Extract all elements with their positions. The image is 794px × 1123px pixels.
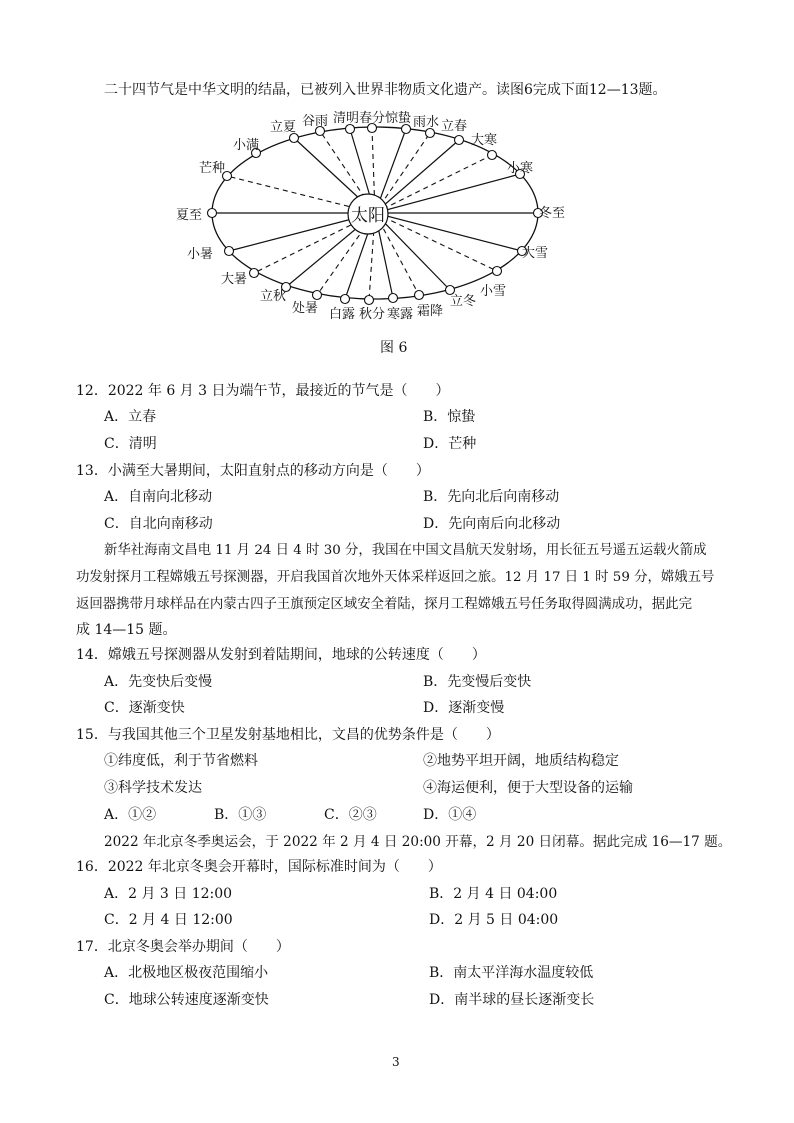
q13-option-c: C．自北向南移动 xyxy=(104,516,213,532)
q17-option-a: A．北极地区极夜范围缩小 xyxy=(104,965,269,981)
q15-stem: 15．与我国其他三个卫星发射基地相比，文昌的优势条件是（ ） xyxy=(76,727,500,743)
term-chushu: 处暑 xyxy=(292,301,319,316)
news-line-2: 功发射探月工程嫦娥五号探测器，开启我国首次地外天体采样返回之旅。12 月 17 日 1 时 59 分，嫦娥五号 xyxy=(76,570,715,585)
solar-terms-figure xyxy=(0,0,794,340)
term-chunfen: 春分 xyxy=(359,111,386,126)
term-xiaoman: 小满 xyxy=(233,138,260,153)
term-lichun: 立春 xyxy=(441,119,468,134)
term-dahan: 大寒 xyxy=(471,133,498,148)
q15-option-d: D．①④ xyxy=(423,807,477,823)
q14-option-b: B．先变慢后变快 xyxy=(423,674,532,690)
term-qiufen: 秋分 xyxy=(359,307,386,322)
q15-option-c: C．②③ xyxy=(324,807,377,823)
term-dashu: 大暑 xyxy=(221,272,248,287)
term-daxue: 大雪 xyxy=(522,246,549,261)
q14-stem: 14．嫦娥五号探测器从发射到着陆期间，地球的公转速度（ ） xyxy=(76,647,486,663)
q16-option-c: C．2 月 4 日 12:00 xyxy=(104,912,233,928)
figure-caption: 图 6 xyxy=(380,340,408,356)
term-xiaohan: 小寒 xyxy=(507,161,534,176)
term-dongzhi: 冬至 xyxy=(539,206,566,221)
term-bailu: 白露 xyxy=(329,307,356,322)
term-lidong: 立冬 xyxy=(450,294,477,309)
q13-stem: 13．小满至大暑期间，太阳直射点的移动方向是（ ） xyxy=(76,463,430,479)
term-xiaoxue: 小雪 xyxy=(480,284,507,299)
term-yushui: 雨水 xyxy=(413,115,440,130)
q14-option-a: A．先变快后变慢 xyxy=(104,674,213,690)
q12-option-b: B．惊蛰 xyxy=(423,409,476,425)
q12-option-a: A．立春 xyxy=(104,409,157,425)
term-xiaoshu: 小暑 xyxy=(187,247,214,262)
q12-stem: 12．2022 年 6 月 3 日为端午节，最接近的节气是（ ） xyxy=(76,383,450,399)
q15-option-b: B．①③ xyxy=(214,807,267,823)
q13-option-a: A．自南向北移动 xyxy=(104,489,213,505)
q15-option-a: A．①② xyxy=(104,807,157,823)
q15-statement-1: ①纬度低，利于节省燃料 xyxy=(104,753,258,769)
term-lixia: 立夏 xyxy=(270,120,297,135)
intro-text: 二十四节气是中华文明的结晶，已被列入世界非物质文化遗产。读图6完成下面12—13题。 xyxy=(104,82,667,98)
term-mangzhong: 芒种 xyxy=(199,161,226,176)
olympic-passage: 2022 年北京冬季奥运会，于 2022 年 2 月 4 日 20:00 开幕，2 月 20 日闭幕。据此完成 16—17 题。 xyxy=(104,834,732,850)
q17-option-c: C．地球公转速度逐渐变快 xyxy=(104,992,269,1008)
term-jingzhe: 惊蛰 xyxy=(385,111,412,126)
q17-option-b: B．南太平洋海水温度较低 xyxy=(429,965,594,981)
q17-stem: 17．北京冬奥会举办期间（ ） xyxy=(76,939,290,955)
term-xiazhi: 夏至 xyxy=(176,208,203,223)
q15-statement-3: ③科学技术发达 xyxy=(104,780,202,796)
q14-option-c: C．逐渐变快 xyxy=(104,700,185,716)
q16-option-b: B．2 月 4 日 04:00 xyxy=(429,886,558,902)
q13-option-d: D．先向南后向北移动 xyxy=(423,516,561,532)
q15-statement-2: ②地势平坦开阔，地质结构稳定 xyxy=(423,753,619,769)
term-hanlu: 寒露 xyxy=(387,307,414,322)
term-qingming: 清明 xyxy=(333,111,360,126)
news-line-1: 新华社海南文昌电 11 月 24 日 4 时 30 分，我国在中国文昌航天发射场，用长征五号遥五运载火箭成 xyxy=(104,543,707,558)
news-line-4: 成 14—15 题。 xyxy=(76,622,177,638)
page-number: 3 xyxy=(392,1055,400,1069)
q16-option-a: A．2 月 3 日 12:00 xyxy=(104,886,233,902)
q12-option-c: C．清明 xyxy=(104,436,157,452)
term-liqiu: 立秋 xyxy=(260,289,287,304)
q15-statement-4: ④海运便利，便于大型设备的运输 xyxy=(423,780,633,796)
term-shuangjiang: 霜降 xyxy=(417,304,444,319)
q13-option-b: B．先向北后向南移动 xyxy=(423,489,560,505)
sun-label: 太阳 xyxy=(351,206,385,226)
q14-option-d: D．逐渐变慢 xyxy=(423,700,505,716)
q16-stem: 16．2022 年北京冬奥会开幕时，国际标准时间为（ ） xyxy=(76,859,442,875)
news-line-3: 返回器携带月球样品在内蒙古四子王旗预定区域安全着陆，探月工程嫦娥五号任务取得圆满成功，据此完 xyxy=(76,597,692,612)
q16-option-d: D．2 月 5 日 04:00 xyxy=(429,912,559,928)
q12-option-d: D．芒种 xyxy=(423,436,477,452)
q17-option-d: D．南半球的昼长逐渐变长 xyxy=(429,992,595,1008)
term-guyu: 谷雨 xyxy=(302,114,329,129)
